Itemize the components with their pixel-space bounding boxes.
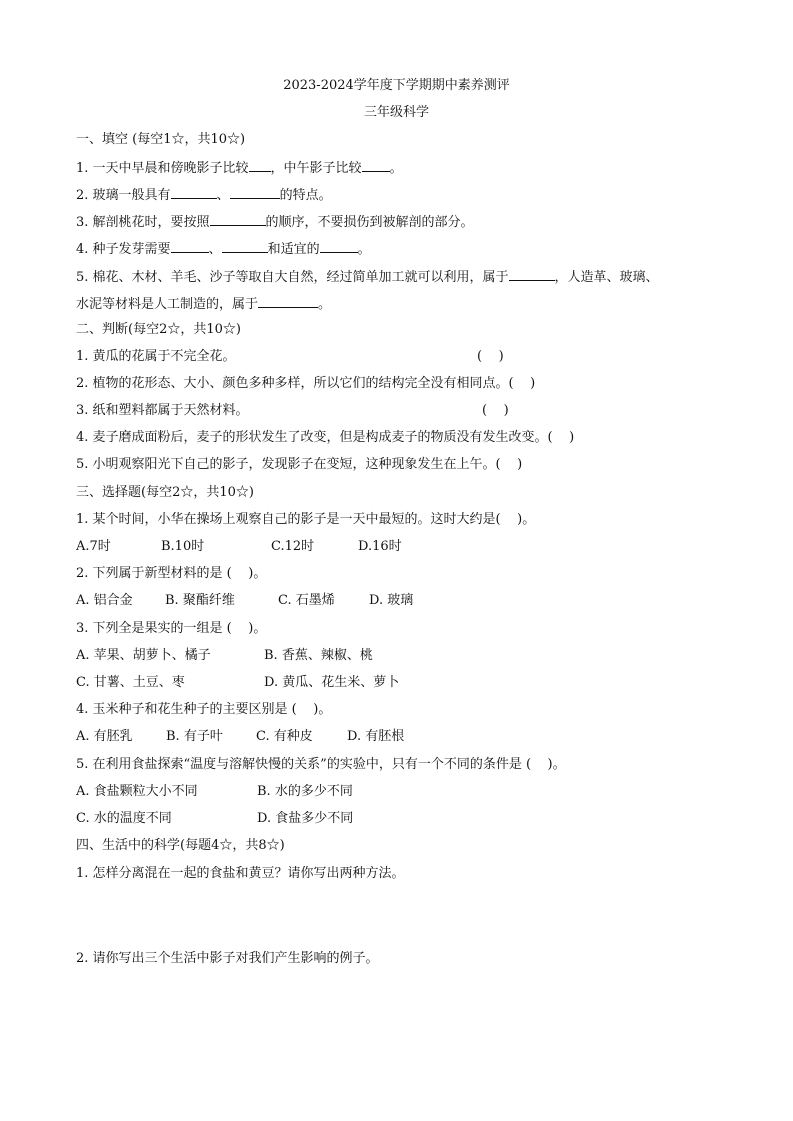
- judge-question-4: 4. 麦子磨成面粉后，麦子的形状发生了改变，但是构成麦子的物质没有发生改变。( ): [76, 430, 575, 445]
- choice-option-d[interactable]: D. 玻璃: [369, 593, 414, 608]
- q4-text-a: 4. 种子发芽需要: [76, 242, 171, 257]
- answer-blank[interactable]: [210, 212, 266, 226]
- q4-text-c: 和适宜的: [267, 242, 320, 257]
- q5-text-a: 5. 棉花、木材、羊毛、沙子等取自大自然，经过简单加工就可以利用，属于: [76, 270, 509, 285]
- section3-heading: 三、选择题(每空2☆，共10☆): [76, 485, 254, 500]
- choice-option-b[interactable]: B. 聚酯纤维: [165, 593, 235, 608]
- fill-question-2: [76, 185, 332, 205]
- q1-text-a: 1. 一天中早晨和傍晚影子比较: [76, 161, 249, 176]
- q1-text-b: ，中午影子比较: [270, 161, 362, 176]
- choice-option-a[interactable]: A. 有胚乳: [76, 729, 133, 744]
- choice-option-a[interactable]: A. 食盐颗粒大小不同: [76, 784, 198, 799]
- q5-text-c: 水泥等材料是人工制造的，属于: [76, 297, 259, 312]
- judge-question-5: 5. 小明观察阳光下自己的影子，发现影子在变短，这种现象发生在上午。( ): [76, 457, 523, 472]
- choice-option-c[interactable]: C.12时: [271, 539, 315, 554]
- section4-heading: 四、生活中的科学(每题4☆，共8☆): [76, 838, 285, 853]
- q4-text-d: 。: [357, 242, 371, 257]
- judge-question-3: 3. 纸和塑料都属于天然材料。: [76, 403, 249, 418]
- choice-option-d[interactable]: D. 有胚根: [347, 729, 405, 744]
- judge-question-2: 2. 植物的花形态、大小、颜色多种多样，所以它们的结构完全没有相同点。( ): [76, 376, 536, 391]
- q5-text-b: ，人造革、玻璃、: [554, 270, 659, 285]
- life-question-2: 2. 请你写出三个生活中影子对我们产生影响的例子。: [76, 951, 379, 966]
- fill-question-4: [76, 239, 371, 259]
- judge-answer-paren[interactable]: ( ): [477, 349, 504, 364]
- answer-blank[interactable]: [509, 267, 555, 281]
- answer-blank[interactable]: [362, 158, 390, 172]
- life-question-1: 1. 怎样分离混在一起的食盐和黄豆？请你写出两种方法。: [76, 866, 405, 881]
- choice-option-d[interactable]: D.16时: [358, 539, 402, 554]
- choice-question-4: 4. 玉米种子和花生种子的主要区别是 ( )。: [76, 702, 332, 717]
- section2-heading: 二、判断(每空2☆，共10☆): [76, 322, 241, 337]
- choice-option-c[interactable]: C. 有种皮: [256, 729, 313, 744]
- answer-blank[interactable]: [249, 158, 271, 172]
- q1-text-c: 。: [389, 161, 403, 176]
- answer-blank[interactable]: [230, 185, 280, 199]
- q2-text-a: 2. 玻璃一般具有: [76, 188, 171, 203]
- fill-question-1: [76, 158, 403, 178]
- q3-text-a: 3. 解剖桃花时，要按照: [76, 215, 210, 230]
- answer-blank[interactable]: [222, 239, 268, 253]
- fill-question-3: [76, 212, 474, 232]
- q3-text-b: 的顺序，不要损伤到被解剖的部分。: [265, 215, 474, 230]
- choice-option-a[interactable]: A. 铝合金: [76, 593, 133, 608]
- choice-question-2: 2. 下列属于新型材料的是 ( )。: [76, 566, 267, 581]
- choice-question-3: 3. 下列全是果实的一组是 ( )。: [76, 621, 267, 636]
- answer-blank[interactable]: [320, 239, 358, 253]
- choice-option-c[interactable]: C. 水的温度不同: [76, 811, 172, 826]
- choice-option-a[interactable]: A.7时: [76, 539, 111, 554]
- choice-question-5: 5. 在利用食盐探索“温度与溶解快慢的关系”的实验中，只有一个不同的条件是 ( )。: [76, 757, 566, 772]
- choice-option-b[interactable]: B.10时: [161, 539, 205, 554]
- q5-text-d: 。: [318, 297, 332, 312]
- choice-option-c[interactable]: C. 石墨烯: [278, 593, 335, 608]
- exam-subtitle: 三年级科学: [363, 105, 429, 120]
- exam-title: 2023-2024学年度下学期期中素养测评: [283, 78, 510, 93]
- choice-option-a[interactable]: A. 苹果、胡萝卜、橘子: [76, 648, 211, 663]
- choice-option-d[interactable]: D. 食盐多少不同: [257, 811, 354, 826]
- choice-question-1: 1. 某个时间，小华在操场上观察自己的影子是一天中最短的。这时大约是( )。: [76, 512, 536, 527]
- fill-question-5-line1: [76, 267, 659, 287]
- choice-option-b[interactable]: B. 有子叶: [166, 729, 223, 744]
- choice-option-b[interactable]: B. 香蕉、辣椒、桃: [264, 648, 373, 663]
- answer-blank[interactable]: [258, 294, 318, 308]
- q2-text-b: 、: [216, 188, 230, 203]
- judge-answer-paren[interactable]: ( ): [482, 403, 509, 418]
- q4-text-b: 、: [208, 242, 222, 257]
- answer-blank[interactable]: [171, 239, 209, 253]
- choice-option-c[interactable]: C. 甘薯、土豆、枣: [76, 675, 185, 690]
- choice-option-b[interactable]: B. 水的多少不同: [257, 784, 353, 799]
- choice-option-d[interactable]: D. 黄瓜、花生米、萝卜: [264, 675, 400, 690]
- fill-question-5-line2: [76, 294, 331, 314]
- q2-text-c: 的特点。: [279, 188, 332, 203]
- section1-heading: 一、填空 (每空1☆，共10☆): [76, 132, 246, 147]
- answer-blank[interactable]: [171, 185, 217, 199]
- judge-question-1: 1. 黄瓜的花属于不完全花。: [76, 349, 236, 364]
